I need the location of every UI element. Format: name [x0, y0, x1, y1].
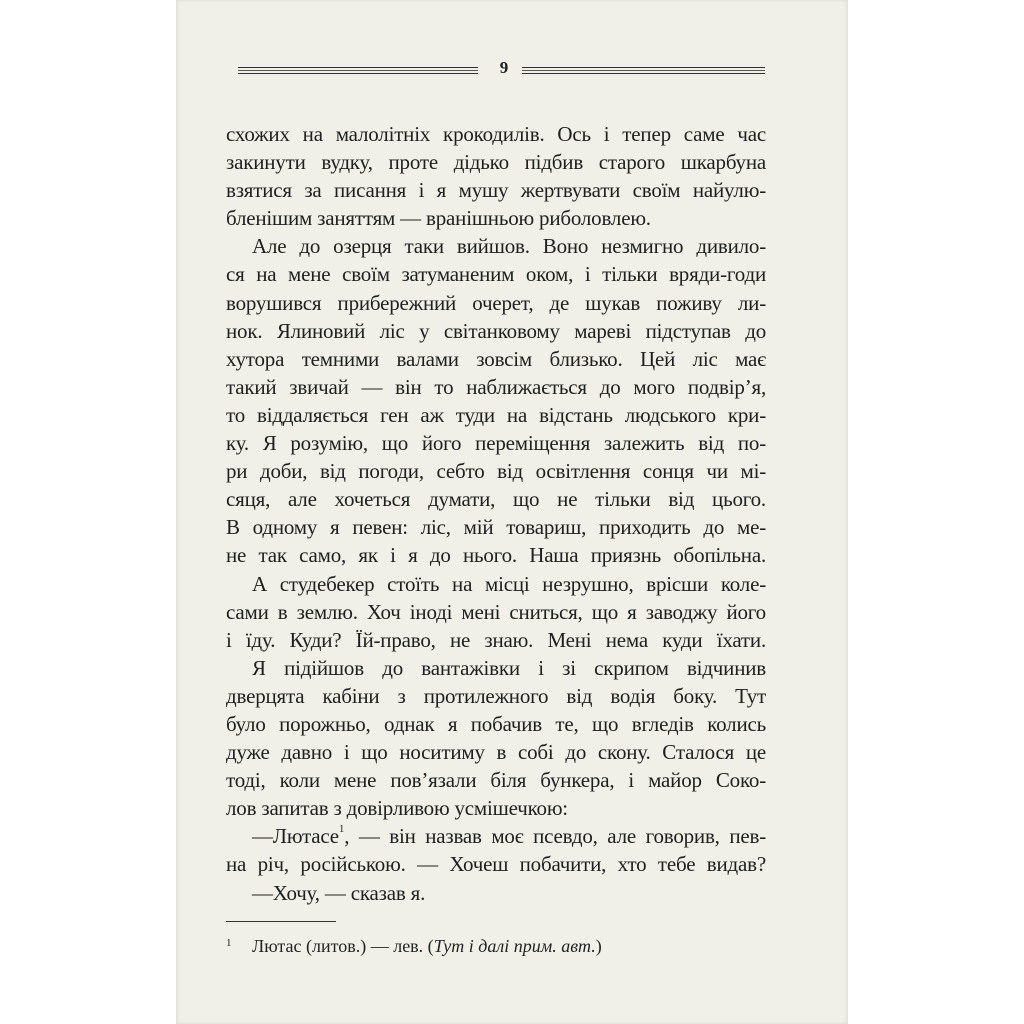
footnote-close: ) [595, 936, 602, 956]
text-line: сяця, але хочеться думати, що не тільки від цього. [226, 487, 766, 512]
text-line: на річ, російською. — Хочеш побачити, хто тебе видав? [226, 852, 766, 877]
footnote-mark: 1 [226, 937, 232, 949]
text-line: ри доби, від погоди, себто від освітлення сонця чи мі- [226, 459, 766, 484]
text-line: дверцята кабіни з протилежного від водія боку. Тут [226, 683, 766, 708]
footnote [226, 936, 766, 957]
text-line: ку. Я розумію, що його переміщення залежить від по- [226, 431, 766, 456]
text-line: такий звичай — він то наближається до мого подвір’я, [226, 374, 766, 399]
dialogue-rest: , — він назвав моє псевдо, але говорив, пев- [344, 824, 766, 849]
text-line: дуже давно і що носитиму в собі до скону. Сталося це [226, 740, 766, 765]
text-line: бленішим заняттям — вранішньою риболовлею. [226, 206, 651, 231]
text-line: і їду. Куди? Їй-право, не знаю. Мені нема куди їхати. [226, 627, 766, 652]
page-number: 9 [499, 58, 509, 77]
footnote-reference[interactable]: 1 [338, 823, 345, 836]
text-line: ся на мене своїм затуманеним оком, і тільки вряди-годи [226, 262, 766, 287]
text-line: Я підійшов до вантажівки і зі скрипом відчинив [252, 655, 766, 680]
text-line: закинути вудку, проте дідько підбив старого шкарбуна [226, 150, 766, 175]
footnote-text: Лютас (литов.) — лев. ( [252, 936, 434, 956]
header-rule-right [522, 67, 765, 74]
header-rule-left [238, 67, 478, 74]
text-line: сами в землю. Хоч іноді мені сниться, що я заводжу його [226, 599, 766, 624]
text-line: Але до озерця таки вийшов. Воно незмигно дивило- [252, 234, 766, 259]
body-text [226, 120, 766, 907]
text-line: ворушився прибережний очерет, де шукав поживу ли- [226, 290, 766, 315]
text-line: —Хочу, — сказав я. [252, 880, 426, 905]
text-line: нок. Ялиновий ліс у світанковому мареві підступав до [226, 318, 766, 343]
text-line: В одному я певен: ліс, мій товариш, приходить до ме- [226, 515, 766, 540]
text-line: хутора темними валами зовсім близько. Цей ліс має [226, 346, 766, 371]
footnote-rule [226, 921, 336, 922]
text-line: то віддаляється ген аж туди на відстань людського кри- [226, 402, 766, 427]
text-line: було порожньо, однак я побачив те, що вгледів колись [226, 711, 766, 736]
text-line: взятися за писання і я мушу жертвувати своїм найулю- [226, 178, 766, 203]
text-line-with-footnote-ref [226, 822, 766, 850]
footnote-italic: Тут і далі прим. авт. [433, 936, 596, 956]
text-line: лов запитав з довірливою усмішечкою: [226, 796, 568, 821]
text-line: тоді, коли мене пов’язали біля бункера, і майор Соко- [226, 768, 766, 793]
text-line: схожих на малолітніх крокодилів. Ось і тепер саме час [226, 122, 766, 146]
text-line: не так само, як і я до нього. Наша приязнь обопільна. [226, 543, 766, 568]
dialogue-start: —Лютасе [252, 824, 339, 849]
text-line: А студебекер стоїть на місці незрушно, врісши коле- [252, 571, 766, 596]
